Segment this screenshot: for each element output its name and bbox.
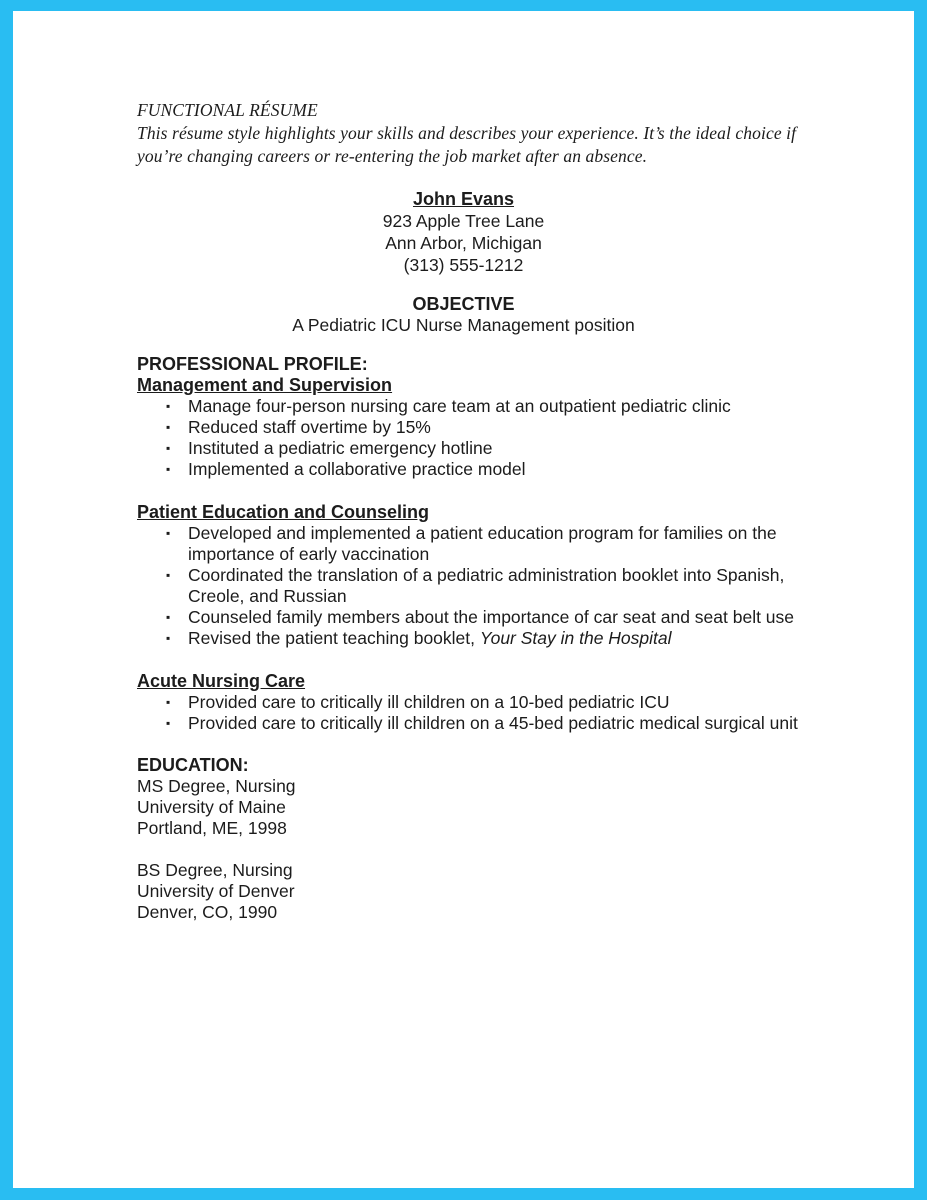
profile-groups	[137, 375, 803, 734]
candidate-name: John Evans	[412, 189, 515, 209]
bullet-square-icon: ▪	[166, 420, 171, 434]
education-school: University of Denver	[137, 881, 295, 901]
bullet-item	[166, 565, 803, 607]
profile-group-title: Management and Supervision	[137, 375, 393, 395]
profile-group	[137, 671, 803, 734]
phone-number: (313) 555-1212	[403, 255, 524, 275]
objective-section	[13, 294, 914, 336]
bullet-text: Developed and implemented a patient education program for families on the importance of early vaccination	[188, 523, 777, 564]
address-line-2: Ann Arbor, Michigan	[385, 233, 542, 253]
bullet-square-icon: ▪	[166, 695, 171, 709]
objective-text: A Pediatric ICU Nurse Management position	[292, 315, 635, 335]
bullet-square-icon: ▪	[166, 462, 171, 476]
profile-group	[137, 502, 803, 649]
bullet-text: Reduced staff overtime by 15%	[188, 417, 431, 437]
education-entry	[137, 776, 803, 839]
bullet-item	[166, 692, 803, 713]
education-section	[137, 755, 803, 923]
bullet-item	[166, 396, 803, 417]
bullet-item	[166, 417, 803, 438]
address-line-1: 923 Apple Tree Lane	[382, 211, 545, 231]
profile-group-title: Acute Nursing Care	[137, 671, 306, 691]
bullet-text: Instituted a pediatric emergency hotline	[188, 438, 493, 458]
intro-title: FUNCTIONAL RÉSUME	[137, 100, 318, 120]
bullet-item	[166, 523, 803, 565]
intro-description: This résume style highlights your skills and describes your experience. It’s the ideal choice if you’re changing careers or re-entering the job market after an absence.	[137, 123, 797, 166]
bullet-text: Counseled family members about the importance of car seat and seat belt use	[188, 607, 795, 627]
bullet-text: Implemented a collaborative practice model	[188, 459, 526, 479]
bullet-item	[166, 459, 803, 480]
profile-section	[137, 354, 803, 734]
bullet-square-icon: ▪	[166, 610, 171, 624]
education-location: Denver, CO, 1990	[137, 902, 278, 922]
bullet-square-icon: ▪	[166, 441, 171, 455]
bullet-square-icon: ▪	[166, 526, 171, 540]
bullet-square-icon: ▪	[166, 716, 171, 730]
education-degree: MS Degree, Nursing	[137, 776, 296, 796]
bullet-text: Provided care to critically ill children on a 10-bed pediatric ICU	[188, 692, 670, 712]
bullet-square-icon: ▪	[166, 631, 171, 645]
profile-heading: PROFESSIONAL PROFILE:	[137, 354, 368, 374]
education-degree: BS Degree, Nursing	[137, 860, 293, 880]
bullet-item	[166, 713, 803, 734]
bullet-text: Coordinated the translation of a pediatric administration booklet into Spanish, Creole, and Russian	[188, 565, 785, 606]
education-location: Portland, ME, 1998	[137, 818, 287, 838]
bullet-text: Manage four-person nursing care team at an outpatient pediatric clinic	[188, 396, 731, 416]
resume-content	[13, 11, 914, 923]
bullet-item	[166, 607, 803, 628]
bullet-item	[166, 628, 803, 649]
bullet-item	[166, 438, 803, 459]
contact-block	[13, 188, 914, 276]
bullet-square-icon: ▪	[166, 568, 171, 582]
education-school: University of Maine	[137, 797, 286, 817]
bullet-text: Revised the patient teaching booklet, Your Stay in the Hospital	[188, 628, 672, 648]
objective-heading: OBJECTIVE	[412, 294, 515, 314]
education-heading: EDUCATION:	[137, 755, 249, 775]
intro-note	[137, 99, 803, 168]
profile-group-title: Patient Education and Counseling	[137, 502, 430, 522]
bullet-text: Provided care to critically ill children on a 45-bed pediatric medical surgical unit	[188, 713, 798, 733]
bullet-square-icon: ▪	[166, 399, 171, 413]
profile-group	[137, 375, 803, 480]
education-entry	[137, 860, 803, 923]
education-entries	[137, 776, 803, 923]
